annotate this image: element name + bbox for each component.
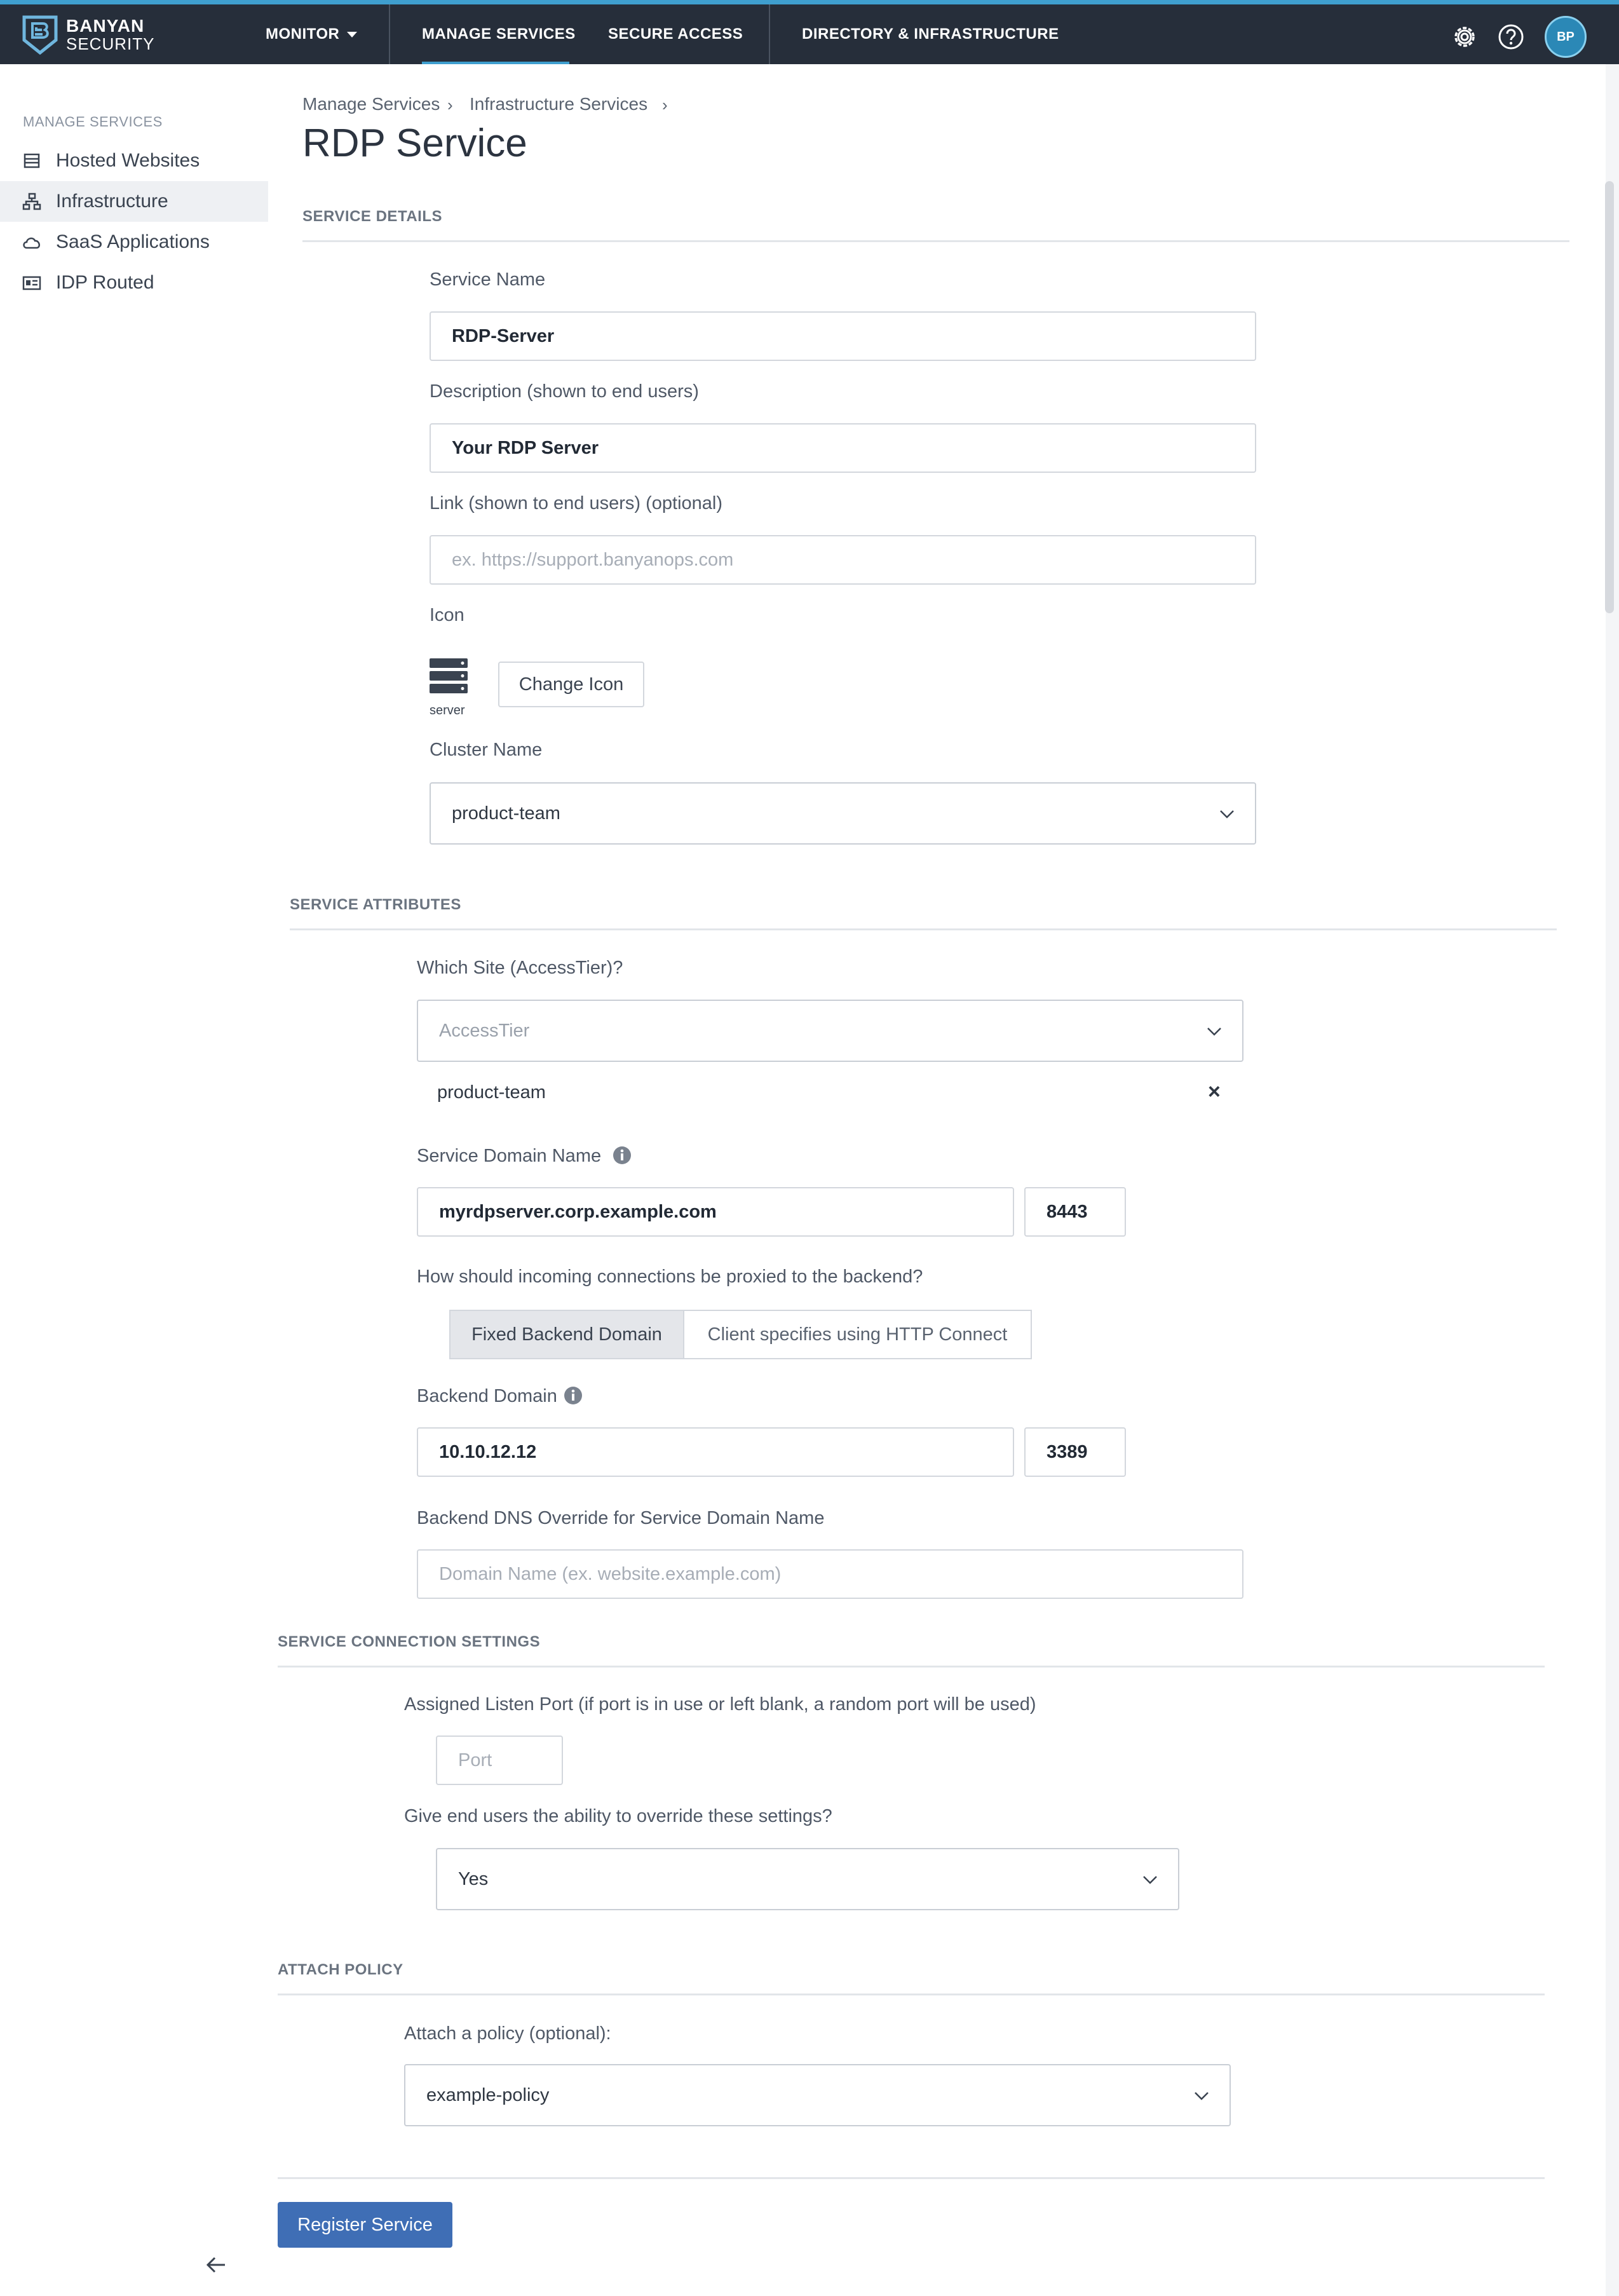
- banyan-shield-icon: [22, 15, 58, 55]
- section-divider: [278, 1994, 1545, 1995]
- brand-line-2: SECURITY: [66, 34, 155, 53]
- backend-domain-label: Backend Domain: [417, 1386, 557, 1406]
- server-icon: [430, 658, 468, 695]
- listen-port-label: Assigned Listen Port (if port is in use or left blank, a random port will be used): [404, 1694, 1036, 1715]
- change-icon-button[interactable]: Change Icon: [498, 662, 644, 707]
- section-divider: [302, 240, 1569, 242]
- nav-manage-services[interactable]: [422, 4, 576, 64]
- section-divider: [278, 1666, 1545, 1668]
- help-icon[interactable]: [1496, 22, 1526, 51]
- cluster-name-label: Cluster Name: [430, 740, 543, 760]
- dns-override-label: Backend DNS Override for Service Domain Name: [417, 1508, 825, 1528]
- attach-policy-select[interactable]: [404, 2064, 1231, 2126]
- override-value: Yes: [458, 1868, 489, 1889]
- banyan-logo[interactable]: [22, 15, 154, 55]
- override-select[interactable]: [436, 1848, 1179, 1910]
- breadcrumb-manage-services[interactable]: Manage Services: [302, 94, 440, 114]
- breadcrumb-infrastructure-services[interactable]: Infrastructure Services: [470, 94, 648, 114]
- nav-monitor[interactable]: [266, 4, 357, 64]
- remove-accesstier-icon[interactable]: ×: [1208, 1080, 1221, 1104]
- page-title: RDP Service: [302, 121, 527, 165]
- nav-monitor-label: MONITOR: [266, 25, 340, 43]
- sidebar-item-label: Infrastructure: [56, 191, 168, 212]
- dns-override-input[interactable]: Domain Name (ex. website.example.com): [417, 1549, 1243, 1599]
- service-domain-port-input[interactable]: 8443: [1024, 1187, 1126, 1237]
- nav-directory-label: DIRECTORY & INFRASTRUCTURE: [802, 25, 1059, 43]
- nav-secure-access[interactable]: [608, 4, 743, 64]
- sidebar-item-infrastructure[interactable]: [0, 181, 272, 222]
- service-name-input[interactable]: RDP-Server: [430, 311, 1256, 361]
- section-attach-policy: ATTACH POLICY: [278, 1961, 403, 1978]
- sidebar-heading: MANAGE SERVICES: [23, 114, 163, 130]
- chevron-down-icon: [1141, 1871, 1159, 1889]
- backend-port-input[interactable]: 3389: [1024, 1427, 1126, 1477]
- breadcrumb-separator-icon: ›: [662, 95, 668, 114]
- section-connection-settings: SERVICE CONNECTION SETTINGS: [278, 1633, 541, 1650]
- sidebar: [0, 64, 272, 2296]
- nav-divider: [769, 4, 770, 64]
- link-label: Link (shown to end users) (optional): [430, 493, 723, 513]
- brand-line-1: BANYAN: [66, 16, 145, 36]
- service-name-label: Service Name: [430, 269, 546, 290]
- sidebar-item-idp-routed[interactable]: [0, 262, 272, 303]
- sidebar-footer: [0, 2199, 245, 2296]
- sidebar-item-label: SaaS Applications: [56, 231, 210, 252]
- sidebar-item-saas-applications[interactable]: [0, 222, 272, 262]
- scrollbar[interactable]: [1605, 181, 1614, 613]
- sidebar-item-hosted-websites[interactable]: [0, 140, 272, 181]
- description-input[interactable]: Your RDP Server: [430, 423, 1256, 473]
- server-list-icon: [22, 151, 42, 171]
- section-divider: [278, 2177, 1545, 2179]
- chevron-down-icon: [1205, 1022, 1223, 1040]
- proxy-label: How should incoming connections be proxied to the backend?: [417, 1267, 923, 1287]
- id-card-icon: [22, 273, 42, 293]
- nav-manage-services-label: MANAGE SERVICES: [422, 25, 576, 43]
- section-service-details: SERVICE DETAILS: [302, 208, 442, 225]
- proxy-option-fixed-backend[interactable]: Fixed Backend Domain: [449, 1310, 684, 1359]
- attach-policy-value: example-policy: [426, 2084, 550, 2105]
- override-label: Give end users the ability to override these settings?: [404, 1806, 832, 1826]
- info-icon[interactable]: [613, 1146, 632, 1165]
- service-domain-label: Service Domain Name: [417, 1146, 602, 1166]
- top-navigation-bar: [0, 0, 1619, 64]
- nav-divider: [389, 4, 390, 64]
- listen-port-input[interactable]: Port: [436, 1736, 563, 1785]
- accesstier-select[interactable]: [417, 1000, 1243, 1062]
- section-divider: [290, 928, 1557, 930]
- icon-caption: server: [430, 703, 465, 717]
- sidebar-item-label: Hosted Websites: [56, 150, 200, 171]
- network-icon: [22, 191, 42, 212]
- proxy-option-http-connect[interactable]: Client specifies using HTTP Connect: [683, 1310, 1032, 1359]
- info-icon[interactable]: [564, 1386, 583, 1405]
- attach-policy-label: Attach a policy (optional):: [404, 2023, 611, 2044]
- sidebar-item-label: IDP Routed: [56, 272, 154, 293]
- link-input[interactable]: ex. https://support.banyanops.com: [430, 535, 1256, 585]
- section-service-attributes: SERVICE ATTRIBUTES: [290, 896, 461, 913]
- selected-accesstier: product-team: [437, 1082, 546, 1103]
- site-label: Which Site (AccessTier)?: [417, 958, 623, 978]
- nav-secure-access-label: SECURE ACCESS: [608, 25, 743, 43]
- caret-down-icon: [347, 32, 357, 37]
- cloud-icon: [22, 232, 42, 252]
- service-domain-input[interactable]: myrdpserver.corp.example.com: [417, 1187, 1014, 1237]
- icon-label: Icon: [430, 605, 464, 625]
- user-avatar[interactable]: BP: [1545, 16, 1587, 58]
- description-label: Description (shown to end users): [430, 381, 699, 402]
- nav-directory[interactable]: [802, 4, 1059, 64]
- gear-icon[interactable]: [1450, 22, 1479, 51]
- register-service-button[interactable]: Register Service: [278, 2202, 452, 2248]
- backend-domain-input[interactable]: 10.10.12.12: [417, 1427, 1014, 1477]
- accesstier-placeholder: AccessTier: [439, 1020, 530, 1041]
- breadcrumb-separator-icon: ›: [447, 95, 453, 114]
- chevron-down-icon: [1193, 2087, 1210, 2105]
- cluster-name-value: product-team: [452, 803, 560, 824]
- chevron-down-icon: [1218, 805, 1236, 823]
- collapse-arrow-icon[interactable]: [203, 2252, 229, 2278]
- cluster-name-select[interactable]: [430, 782, 1256, 845]
